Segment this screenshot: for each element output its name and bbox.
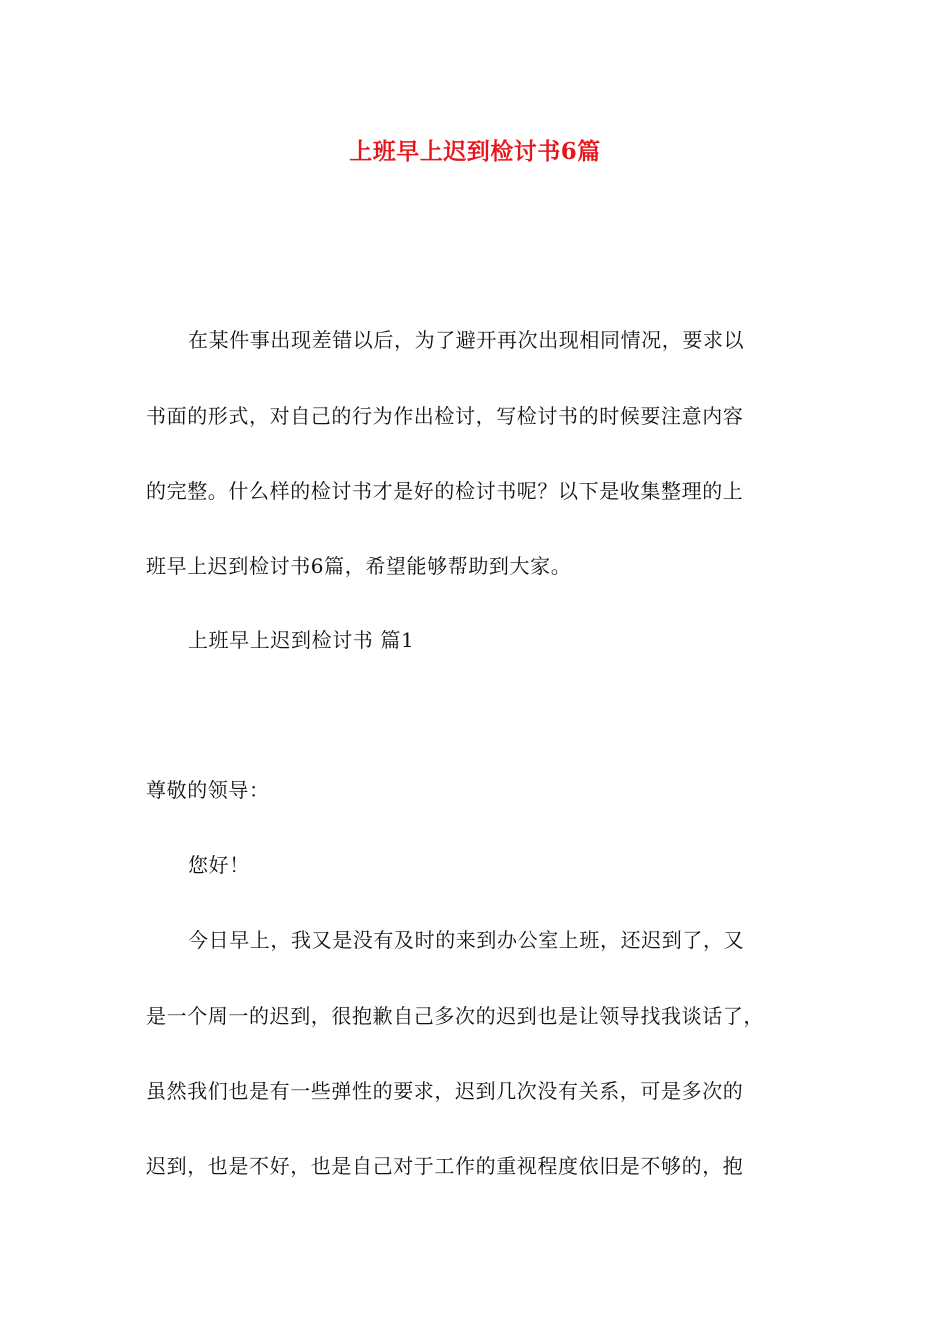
salutation: 尊敬的领导： (146, 778, 270, 802)
greeting: 您好！ (188, 853, 250, 877)
intro-line-3: 的完整。什么样的检讨书才是好的检讨书呢？以下是收集整理的上 (146, 479, 744, 503)
document-title: 上班早上迟到检讨书6篇 (349, 138, 601, 165)
body-line-1: 今日早上，我又是没有及时的来到办公室上班，还迟到了，又 (188, 928, 745, 952)
body-line-2: 是一个周一的迟到，很抱歉自己多次的迟到也是让领导找我谈话了， (146, 1004, 764, 1028)
intro-line-2: 书面的形式，对自己的行为作出检讨，写检讨书的时候要注意内容 (146, 404, 744, 428)
body-line-3: 虽然我们也是有一些弹性的要求，迟到几次没有关系，可是多次的 (146, 1079, 744, 1103)
intro-line-4: 班早上迟到检讨书6篇，希望能够帮助到大家。 (146, 554, 572, 578)
body-line-4: 迟到，也是不好，也是自己对于工作的重视程度依旧是不够的，抱 (146, 1154, 744, 1178)
section-heading: 上班早上迟到检讨书 篇1 (188, 628, 415, 652)
intro-line-1: 在某件事出现差错以后，为了避开再次出现相同情况，要求以 (188, 328, 745, 352)
